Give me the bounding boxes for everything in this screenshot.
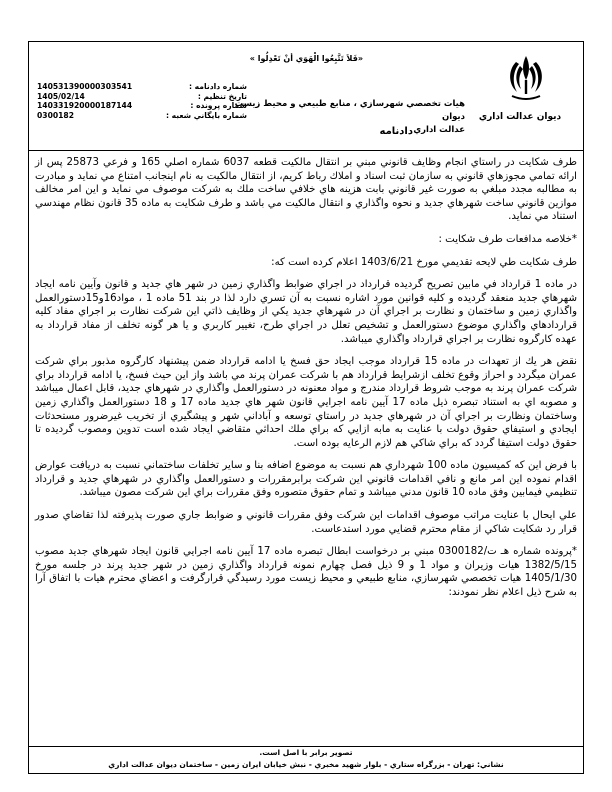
paragraph-defense-intro: طرف شكايت طي لايحه تقديمي مورخ 1403/6/21 اعلام كرده است كه:: [271, 256, 577, 268]
meta-value: 0300182: [37, 110, 74, 120]
meta-row: [37, 111, 247, 121]
iran-emblem-icon: [503, 52, 549, 106]
paragraph-article100: با فرض اين كه كميسيون ماده 100 شهرداري هم نسبت به موضوع اضافه بنا و ساير تخلفات ساختماني نسبت به دريافت عوارض اقدام نموده اين امر مانع و نافي اقدامات قانوني اين شركت برابرمقررات و دستورالعمل واگذاري در شهرهاي جديد و قرارداد تنظيمي فيمابين وفق ماده 10 قانون مدني ميباشد و تمام حقوق متصوره وفق مقررات براي اين شركت مصون ميباشد.: [35, 460, 577, 499]
meta-value: 1405/02/14: [37, 91, 85, 101]
document-body: [35, 156, 577, 609]
meta-label: تاريخ تنظيم :: [197, 91, 247, 101]
document-page: [28, 41, 584, 774]
paragraph-contract-article1: در ماده 1 قرارداد في مابين تصريح گرديده قرارداد در اجراي ضوابط واگذاري زمين در شهر هاي جديد و قانون وآيين نامه ايجاد شهرهاي جديد منعقد گرديده و كليه قوانين مورد اشاره نسبت به آن تسري دارد لذا در بند 51 ماده 1 ، مواد16و15دستورالعمل واگذاري زمين و ساختمان و نظارت بر اجراي آن در شهرهاي جديد يكي از وظايف ذاتي اين شركت نظارت بر اجراي مفاد كليه قراردادهاي واگذاري موضوع دستورالعمل و تشخيص تعلل در اجراي طرح، تغيير كاربري و يا هر گونه تخلف از مفاد قرارداد به عهده كارگروه نظارت بر اجراي قرارداد واگذاري ميباشد.: [35, 279, 577, 345]
meta-value: 140331920000187144: [37, 101, 133, 110]
court-name: ديوان عدالت اداري: [478, 112, 562, 122]
board-title-line1: هيات تخصصي شهرسازي ، منابع طبيعي و محيط زيست ديوان: [234, 99, 465, 122]
board-title: [225, 98, 465, 137]
board-title-line2: عدالت اداري: [413, 125, 465, 135]
meta-value: 140531390000303541: [37, 82, 133, 91]
document-header: [29, 42, 583, 151]
meta-label: شماره دادنامه :: [189, 82, 247, 91]
address-line: نشاني: تهران - بزرگراه ستاري - بلوار شهيد مخبري - نبش خيابان ايران زمين - ساختمان ديوان عدالت اداري: [108, 760, 504, 769]
certified-copy-note: تصوير برابر با اصل است.: [259, 748, 353, 757]
paragraph-request: علي ايحال با عنايت مراتب موصوف اقدامات اين شركت وفق مقررات قانوني و ضوابط جاري صورت پذيرفته لذا تقاضاي صدور قرار رد شكايت شاكي از مقام محترم قضايي مورد استدعاست.: [35, 510, 577, 535]
meta-label: شماره پرونده :: [190, 101, 247, 110]
document-type: دادنامه: [379, 126, 413, 137]
meta-row: [37, 101, 247, 111]
meta-row: [37, 92, 247, 102]
paragraph-case-review: *پرونده شماره هـ ت/0300182 مبني بر درخواست ابطال تبصره ماده 17 آيين نامه اجرايي قانون ايجاد شهرهاي جديد مصوب 1382/5/15 هيات وزيران و مواد 1 و 9 ذيل فصل چهارم نمونه قرارداد واگذاري زمين در شهر جديد پرند در جلسه مورخ 1405/1/30 هيات تخصصي شهرسازي، منابع طبيعي و محيط زيست مورد رسيدگي قرارگرفت و اعضاي محترم هيات با اتفاق آرا به شرح ذيل اعلام نظر نمودند:: [35, 546, 577, 599]
paragraph-complaint: طرف شكايت در راستاي انجام وظايف قانوني مبني بر انتقال مالكيت قطعه 6037 شماره اصلي 165 و فرعي 25873 پس از ارائه تمامي مجوزهاي قانوني به سازمان ثبت اسناد و املاك رباط كريم، از انتقال مالكيت به نام اينجانب امتناع مي نمايد و مبادرت به مطالبه مجدد مبلغي به صورت غير قانوني بابت هزينه هاي خلافي ساخت ملك به شركت موصوف مي نمايد و اين امر مخالف موازين قانوني ساخت شهرهاي جديد و نحوه واگذاري و انتقال مالكيت مي باشد و طرف شكايت به ماده 35 قانون نظام مهندسي استناد مي نمايد.: [35, 157, 577, 223]
case-metadata: [37, 82, 247, 120]
paragraph-heading-defense: *خلاصه مدافعات طرف شكايت :: [438, 233, 577, 245]
paragraph-contract-article15: نقض هر يك از تعهدات در ماده 15 قرارداد موجب ايجاد حق فسخ يا ادامه قرارداد ضمن پيشنهاد كارگروه مذبور براي شركت عمران ميگردد و احراز وقوع تخلف ازشرايط قرارداد هم با شركت عمران پرند مي باشد واز اين حيث فسخ، يا ادامه قرارداد براي شركت عمران پرند به موجب شروط قرارداد مندرج و مواد معنونه در دستورالعمل واگذاري در شهرهاي جديد، قابل اعمال ميباشد و مصوبه اي به استناد تبصره ذيل ماده 17 آيين نامه اجرايي قانون شهر هاي جديد ماده 17 و 18 دستورالعمل واگذاري زمين وساختمان ونظارت بر اجراي آن در شهرهاي جديد در راستاي توسعه و آباداني شهر و پيشگيري از تخريب غيرضرور مستحدثات ايجادي و استيفاي حقوق دولت با عنايت به مابه ازايي كه براي ملك احداثي متقاضي ايجاد شده است تدوين ومصوب گرديده تا حقوق دولت استيفا گردد كه براي شاكي هم لازم الرعايه بوده است.: [35, 356, 577, 449]
document-footer: [29, 746, 583, 773]
meta-row: [37, 82, 247, 92]
meta-label: شماره بايگاني شعبه :: [165, 110, 247, 120]
quran-verse: «فَلاَ تَتَّبِعُوا الْهَوَي أنْ تَعْدِلُوا »: [249, 54, 363, 63]
